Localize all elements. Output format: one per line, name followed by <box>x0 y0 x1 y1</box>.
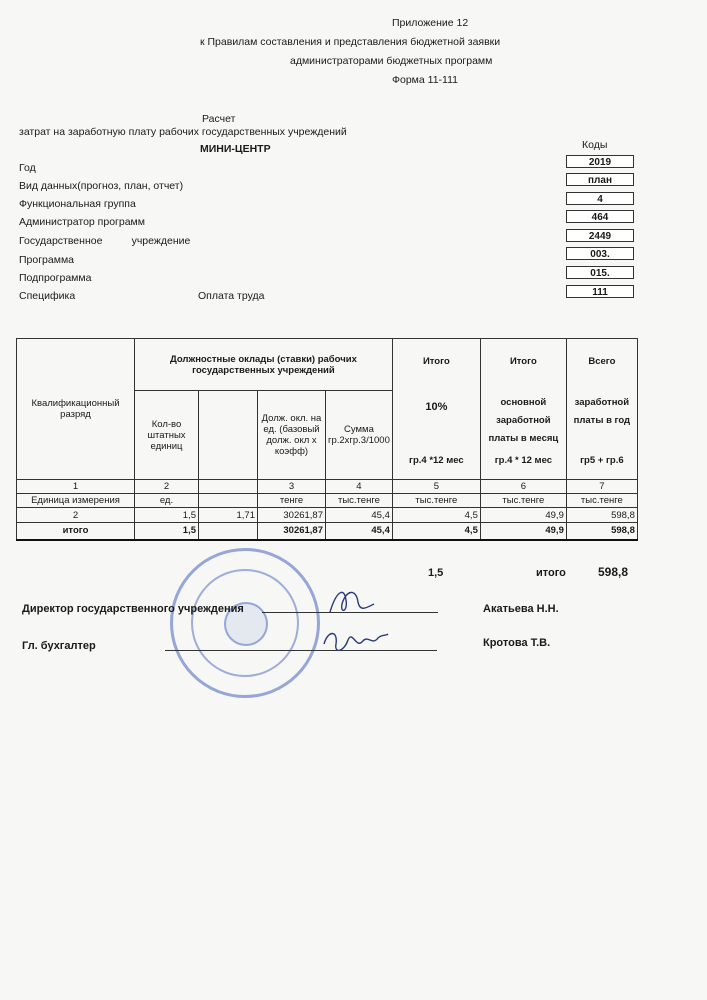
title-subject: затрат на заработную плату рабочих государственных учреждений <box>19 126 347 138</box>
unit-label: Единица измерения <box>17 494 135 508</box>
row1-itogo1: 4,5 <box>392 508 480 523</box>
salary-table <box>16 338 638 541</box>
unit-salary: тенге <box>258 494 326 508</box>
code-value-institution: 2449 <box>566 229 634 242</box>
total-coef <box>199 523 258 540</box>
col-num-5: 5 <box>392 480 480 494</box>
row1-coef: 1,71 <box>199 508 258 523</box>
director-label: Директор государственного учреждения <box>22 603 244 615</box>
title-calc: Расчет <box>202 113 236 125</box>
col-num-6: 6 <box>480 480 566 494</box>
header-salary-unit: Долж. окл. на ед. (базовый долж. окл х коэфф) <box>258 391 326 480</box>
header-itogo-monthly <box>480 339 566 480</box>
row1-sum: 45,4 <box>326 508 393 523</box>
total-formula: гр5 + гр.6 <box>580 455 624 466</box>
total-sum: 45,4 <box>326 523 393 540</box>
total-title: Всего <box>588 356 616 367</box>
header-total-year <box>566 339 637 480</box>
director-name: Акатьева Н.Н. <box>483 603 559 615</box>
code-label-func-group: Функциональная группа <box>19 198 136 210</box>
official-seal <box>170 548 320 698</box>
accountant-signature-line <box>165 650 437 651</box>
col-num-7: 7 <box>566 480 637 494</box>
code-value-subprogram: 015. <box>566 266 634 279</box>
code-label-data-type: Вид данных(прогноз, план, отчет) <box>19 180 184 192</box>
col-num-1: 1 <box>17 480 135 494</box>
code-value-specifika: 111 <box>566 285 634 298</box>
code-label-institution: Государственное учреждение <box>19 235 191 247</box>
code-value-func-group: 4 <box>566 192 634 205</box>
row1-itogo2: 49,9 <box>480 508 566 523</box>
summary-label: итого <box>536 567 566 579</box>
col-num-2: 2 <box>135 480 199 494</box>
director-signature <box>322 582 382 622</box>
itogo2-title: Итого <box>509 356 537 367</box>
code-value-year: 2019 <box>566 155 634 168</box>
appendix-number: Приложение 12 <box>392 17 469 29</box>
table-row <box>17 508 638 523</box>
header-itogo-10 <box>392 339 480 480</box>
code-label-year: Год <box>19 162 36 174</box>
col-num-blank <box>199 480 258 494</box>
rules-line-2: администраторами бюджетных программ <box>290 55 493 67</box>
accountant-signature <box>318 622 390 658</box>
header-sum: Сумма гр.2хгр.3/1000 <box>326 391 393 480</box>
header-staff-count: Кол-во штатных единиц <box>135 391 199 480</box>
header-qualification: Квалификационный разряд <box>17 339 135 480</box>
unit-count: ед. <box>135 494 199 508</box>
unit-itogo2: тыс.тенге <box>480 494 566 508</box>
row1-count: 1,5 <box>135 508 199 523</box>
unit-itogo1: тыс.тенге <box>392 494 480 508</box>
rules-line-1: к Правилам составления и представления бюджетной заявки <box>200 36 501 48</box>
accountant-label: Гл. бухгалтер <box>22 640 96 652</box>
total-label: итого <box>17 523 135 540</box>
total-total: 598,8 <box>566 523 637 540</box>
total-salary: 30261,87 <box>258 523 326 540</box>
form-number: Форма 11-111 <box>392 74 458 86</box>
code-value-program: 003. <box>566 247 634 260</box>
specifika-name: Оплата труда <box>198 290 265 302</box>
unit-blank <box>199 494 258 508</box>
codes-header: Коды <box>582 139 608 151</box>
total-itogo1: 4,5 <box>392 523 480 540</box>
total-itogo2: 49,9 <box>480 523 566 540</box>
unit-total: тыс.тенге <box>566 494 637 508</box>
header-salaries: Должностные оклады (ставки) рабочих государственных учреждений <box>135 339 393 391</box>
summary-value: 598,8 <box>598 565 629 579</box>
unit-sum: тыс.тенге <box>326 494 393 508</box>
col-num-3: 3 <box>258 480 326 494</box>
total-desc: заработной платы в год <box>573 397 631 426</box>
code-label-subprogram: Подпрограмма <box>19 272 92 284</box>
row1-total: 598,8 <box>566 508 637 523</box>
code-label-specifika: Специфика <box>19 290 76 302</box>
col-num-4: 4 <box>326 480 393 494</box>
code-value-data-type: план <box>566 173 634 186</box>
table-total-row <box>17 523 638 540</box>
row1-grade: 2 <box>17 508 135 523</box>
itogo1-title: Итого <box>422 356 450 367</box>
itogo2-desc: основной заработной платы в месяц <box>488 397 559 444</box>
code-label-program: Программа <box>19 254 75 266</box>
total-count: 1,5 <box>135 523 199 540</box>
summary-count: 1,5 <box>428 567 444 579</box>
row1-salary: 30261,87 <box>258 508 326 523</box>
itogo2-formula: гр.4 * 12 мес <box>494 455 553 466</box>
org-name: МИНИ-ЦЕНТР <box>200 143 271 155</box>
code-value-admin: 464 <box>566 210 634 223</box>
itogo1-formula: гр.4 *12 мес <box>409 455 464 466</box>
code-label-admin: Администратор программ <box>19 216 145 228</box>
header-blank <box>199 391 258 480</box>
accountant-name: Кротова Т.В. <box>483 637 551 649</box>
itogo1-pct: 10% <box>425 401 448 413</box>
